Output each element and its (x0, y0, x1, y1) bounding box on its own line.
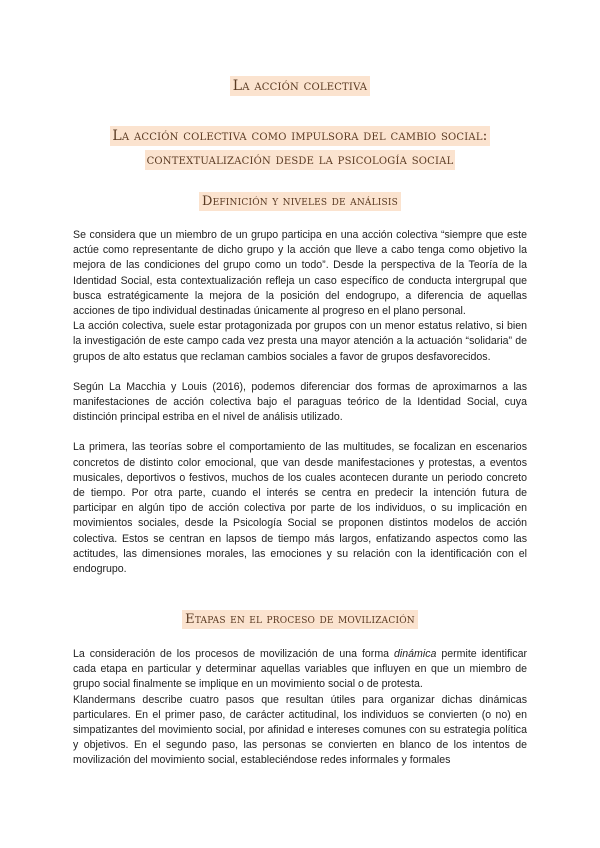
section-heading-definicion (0, 192, 600, 211)
paragraph: La acción colectiva, suele estar protagonizada por grupos con un menor estatus relativo, si bien la investigación de este campo cada vez presta una mayor atención a la actuación “solidaria” de grupos de alto estatus que reclaman cambios sociales a favor de grupos desfavorecidos. (73, 320, 527, 363)
emphasis-text: dinámica (394, 648, 437, 660)
section-heading-etapas (0, 610, 600, 629)
section-body-definicion (73, 228, 527, 577)
document-title-text: La acción colectiva (230, 76, 370, 96)
section-body-etapas (73, 647, 527, 769)
paragraph-gap (73, 425, 527, 440)
paragraph-text: La consideración de los procesos de movilización de una forma (73, 648, 395, 660)
paragraph-gap (73, 365, 527, 380)
document-subtitle (74, 124, 526, 172)
paragraph: Se considera que un miembro de un grupo participa en una acción colectiva “siempre que este actúe como representante de dicho grupo y la acción que lleve a cabo tenga como objetivo la mejora de las condiciones del grupo como un todo”. Desde la perspectiva de la Teoría de la Identidad Social, esta contextualización refleja un caso específico de conducta intergrupal que busca estratégicamente la mejora de la posición del endogrupo, a diferencia de aquellas acciones de tipo individual destinadas únicamente al progreso en el plano personal. (73, 229, 527, 318)
paragraph: Klandermans describe cuatro pasos que resultan útiles para organizar dichas dinámicas particulares. En el primer paso, de carácter actitudinal, los individuos se convierten (o no) en simpatizantes del movimiento social, por afinidad e intereses comunes con su estrategia política y objetivos. En el segundo paso, las personas se convierten en blanco de los intentos de movilización del movimiento social, estableciéndose redes informales y formales (73, 693, 527, 767)
document-title (0, 76, 600, 95)
paragraph: La primera, las teorías sobre el comportamiento de las multitudes, se focalizan en escenarios concretos de distinto color emocional, que van desde manifestaciones y protestas, a eventos musicales, deportivos o festivos, muchos de los cuales acontecen durante un periodo concreto de tiempo. Por otra parte, cuando el interés se centra en predecir la intención futura de participar en algún tipo de acción colectiva por parte de los individuos, o su implicación en movimientos sociales, desde la Psicología Social se proponen distintos modelos de acción colectiva. Estos se centran en lapsos de tiempo más largos, enfatizando aspectos como las actitudes, las dimensiones morales, las emociones y su relación con la identificación con el endogrupo. (73, 441, 527, 576)
paragraph: Según La Macchia y Louis (2016), podemos diferenciar dos formas de aproximarnos a las manifestaciones de acción colectiva bajo el paraguas teórico de la Identidad Social, cuya distinción principal estriba en el nivel de análisis utilizado. (73, 380, 527, 424)
document-subtitle-text: La acción colectiva como impulsora del cambio social: contextualización desde la psicología social (112, 128, 488, 168)
paragraph (73, 647, 527, 693)
section-heading-etapas-text: Etapas en el proceso de movilización (182, 610, 418, 629)
section-heading-definicion-text: Definición y niveles de análisis (199, 192, 401, 211)
paragraph-text: permite identificar cada etapa en particular y determinar aquellas variables que influyen en que un miembro de grupo social finalmente se implique en un movimiento social o de protesta. (73, 648, 527, 691)
